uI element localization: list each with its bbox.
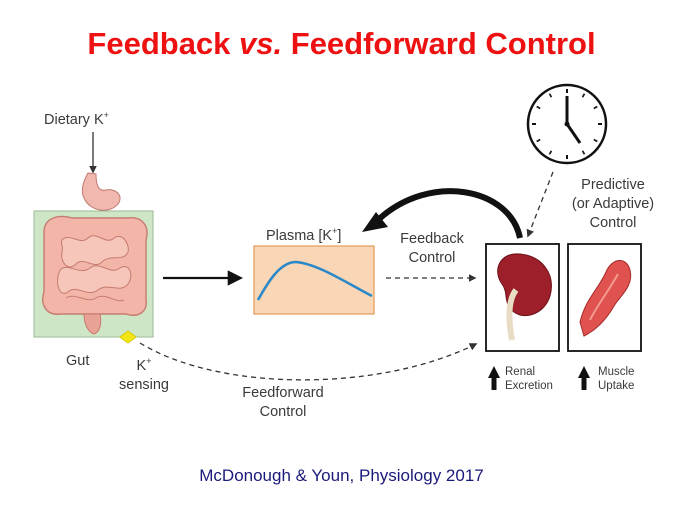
- renal-excretion-label: Renal Excretion: [505, 366, 553, 392]
- citation: McDonough & Youn, Physiology 2017: [199, 466, 484, 485]
- clock-icon: [528, 85, 606, 163]
- gut-label: Gut: [66, 353, 90, 369]
- feedforward-control-label: Feedforward Control: [242, 385, 324, 420]
- title-part-1: Feedback: [87, 26, 240, 61]
- plasma-chart: [254, 246, 374, 314]
- predictive-control-label: Predictive (or Adaptive) Control: [571, 177, 655, 231]
- muscle-uptake-label: Muscle Uptake: [598, 366, 635, 392]
- muscle-up-arrow-icon: [578, 366, 590, 390]
- title-part-3: Feedforward Control: [282, 26, 596, 61]
- dietary-label: Dietary K+: [44, 110, 109, 128]
- renal-up-arrow-icon: [488, 366, 500, 390]
- k-sensing-label: K+ sensing: [119, 356, 169, 393]
- title-vs: vs.: [239, 26, 283, 61]
- feedforward-dashed-arrow: [140, 343, 476, 380]
- gut-illustration: [34, 173, 153, 337]
- predictive-dashed-arrow: [528, 172, 553, 236]
- feedback-control-label: Feedback Control: [400, 231, 464, 266]
- plasma-label: Plasma [K+]: [266, 226, 342, 244]
